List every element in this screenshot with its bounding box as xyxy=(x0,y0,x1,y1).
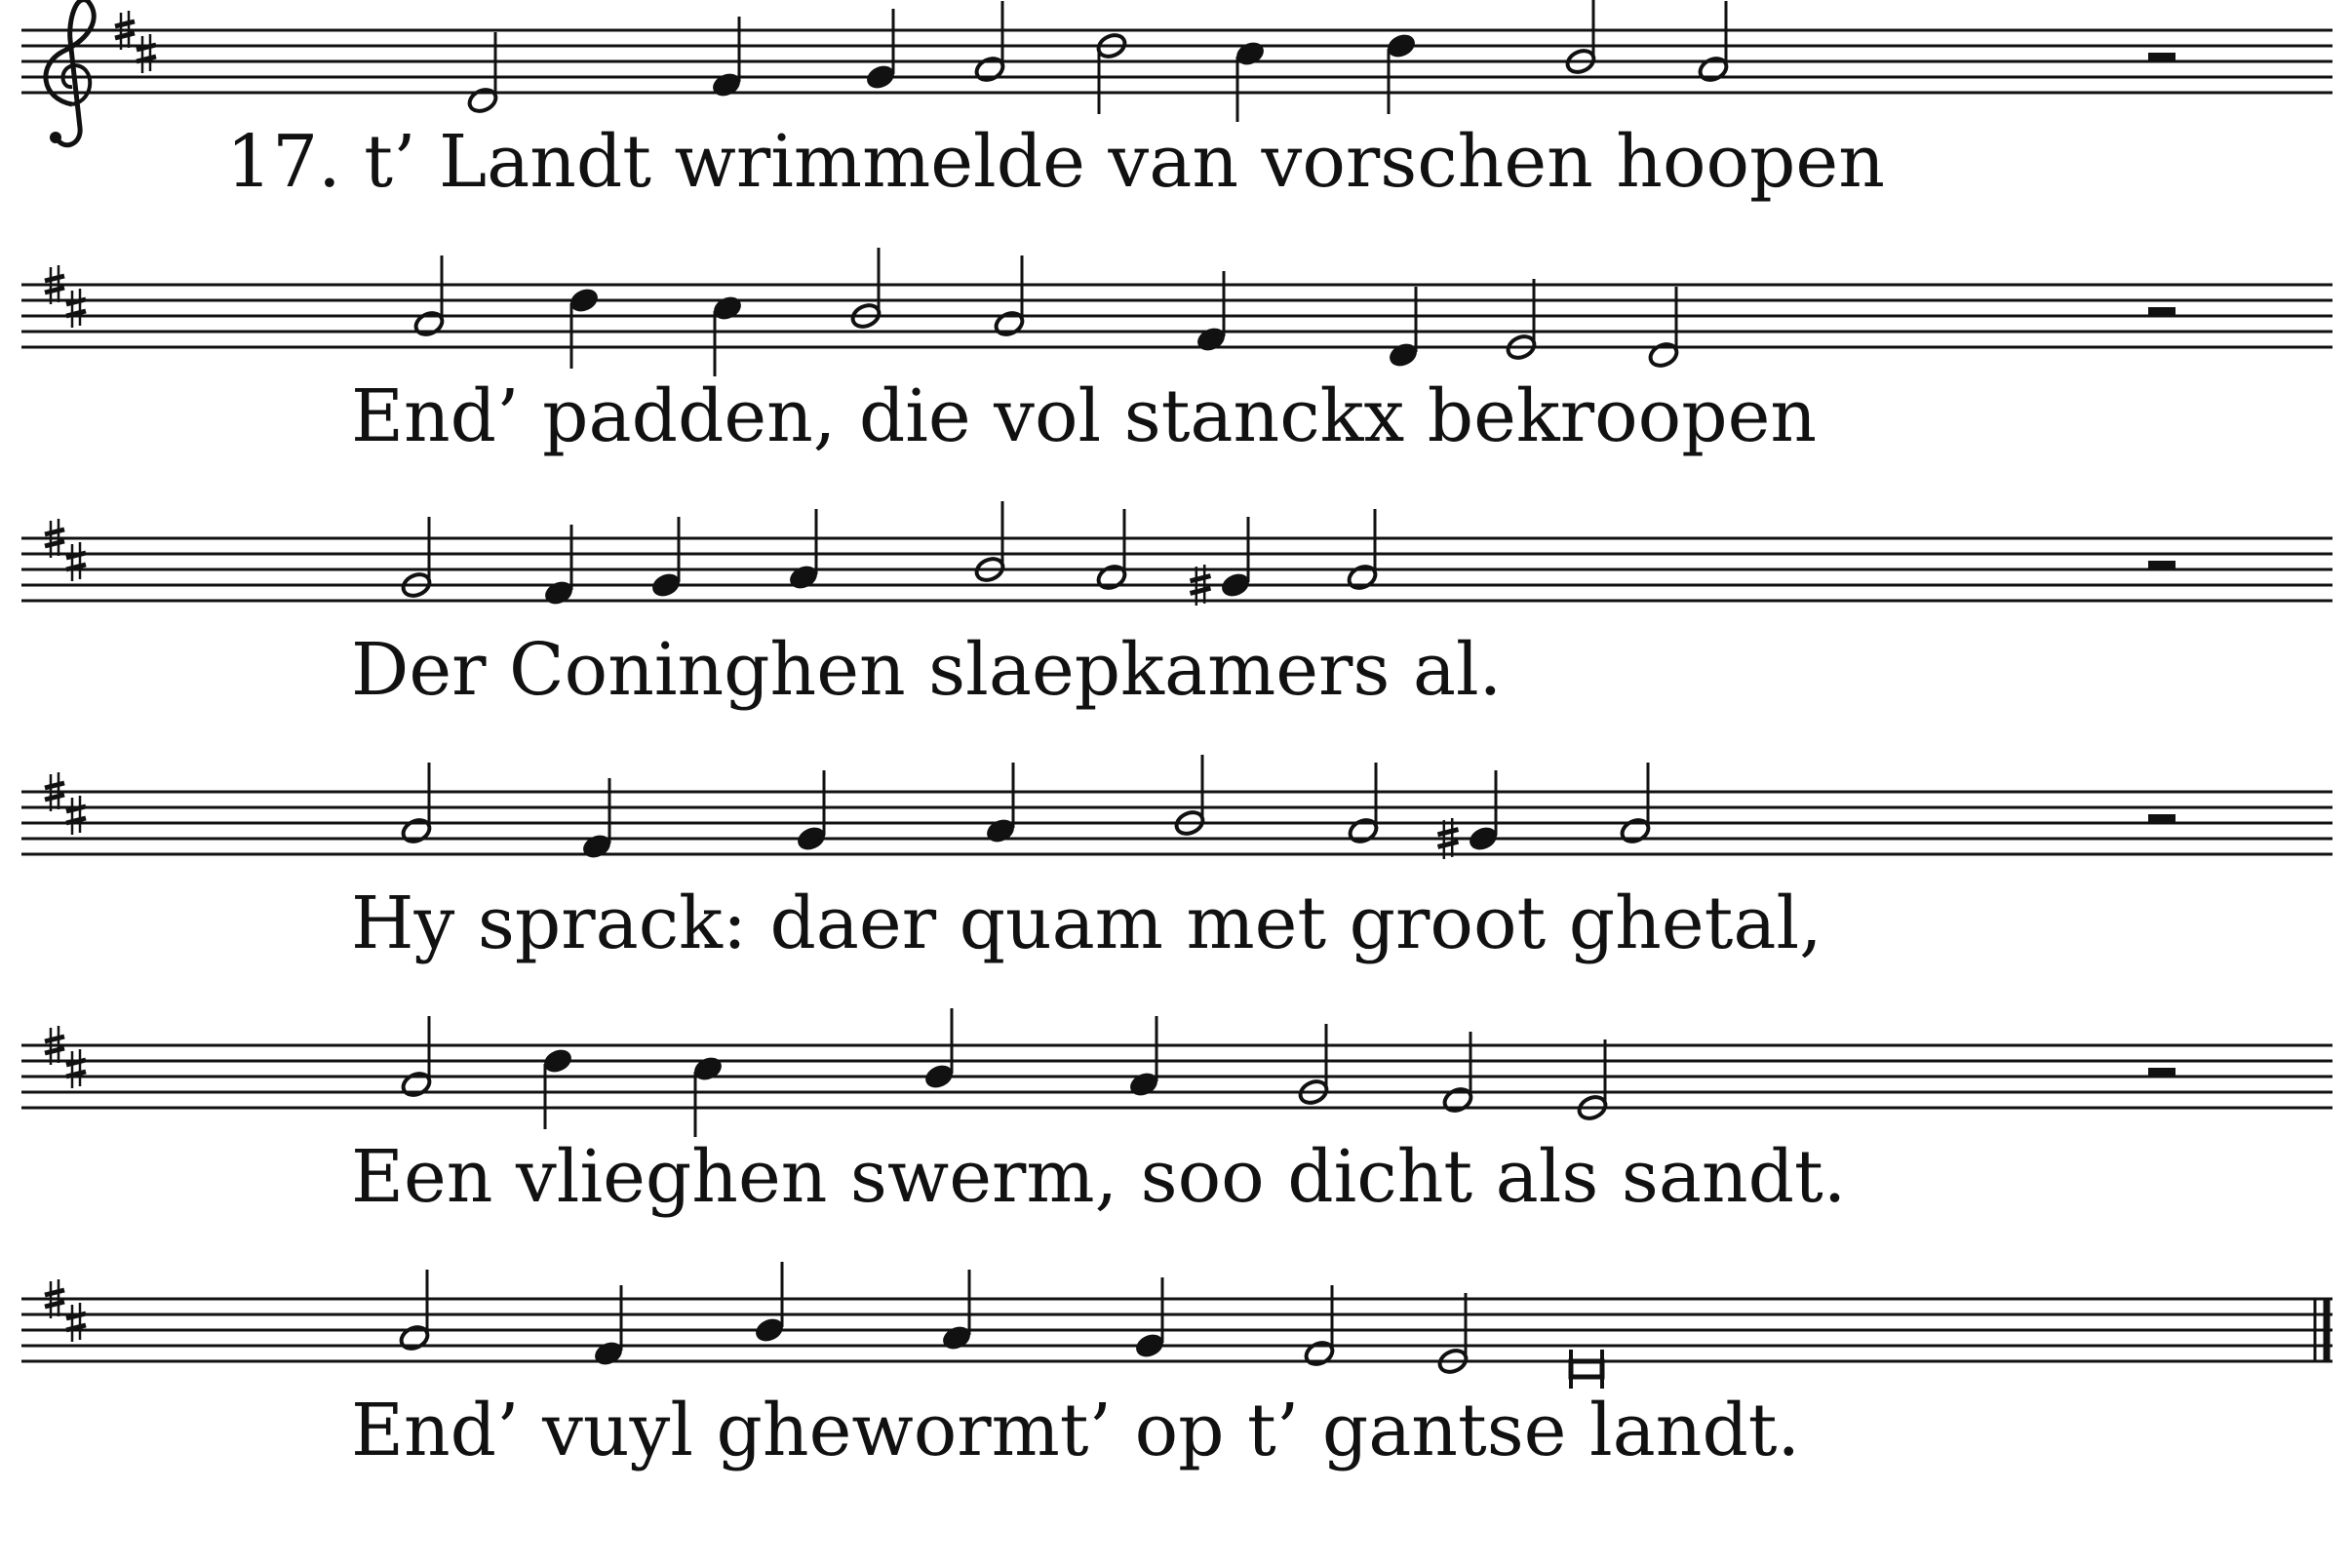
quarter-note xyxy=(711,294,744,376)
lyric-line: End’ vuyl ghewormt’ op t’ gantse landt. xyxy=(351,1389,1801,1472)
half-note xyxy=(1576,1039,1609,1122)
key-sharp-c-icon xyxy=(137,34,156,73)
half-note xyxy=(1697,1,1730,84)
key-sharp-c-icon xyxy=(66,542,86,581)
half-note xyxy=(412,255,446,338)
half-rest-icon xyxy=(2148,561,2176,569)
quarter-note xyxy=(922,1008,956,1091)
half-rest-icon xyxy=(2148,307,2176,316)
lyric-line: Der Coninghen slaepkamers al. xyxy=(351,628,1503,712)
half-note xyxy=(1564,0,1597,76)
half-note xyxy=(400,517,433,600)
quarter-note xyxy=(1385,31,1418,114)
breve-note xyxy=(1571,1350,1602,1389)
quarter-note xyxy=(568,286,601,369)
half-note xyxy=(400,763,433,845)
half-note xyxy=(993,255,1026,338)
half-note xyxy=(1619,763,1652,845)
treble-clef-dot xyxy=(50,132,61,143)
key-sharp-c-icon xyxy=(66,1049,86,1088)
lyric-line: Een vlieghen swerm, soo dicht als sandt. xyxy=(351,1135,1847,1219)
quarter-note xyxy=(1234,39,1267,122)
half-note xyxy=(1505,279,1538,362)
quarter-note xyxy=(984,763,1017,845)
half-rest-icon xyxy=(2148,814,2176,823)
half-note xyxy=(400,1016,433,1099)
quarter-note xyxy=(1219,517,1252,600)
half-rest-icon xyxy=(2148,1068,2176,1077)
half-note xyxy=(1436,1293,1470,1376)
staff-system xyxy=(21,501,2332,608)
lyric-line: 17. t’ Landt wrimmelde van vorschen hoopen xyxy=(226,120,1885,204)
staff-system xyxy=(21,248,2332,376)
quarter-note xyxy=(649,517,683,600)
quarter-note xyxy=(795,770,828,853)
half-note xyxy=(398,1270,431,1352)
half-note xyxy=(1346,509,1379,592)
quarter-note xyxy=(1127,1016,1160,1099)
quarter-note xyxy=(787,509,820,592)
half-note xyxy=(973,501,1006,584)
staff-system xyxy=(21,755,2332,861)
quarter-note xyxy=(541,1046,574,1129)
half-note xyxy=(973,1,1006,84)
key-sharp-c-icon xyxy=(66,289,86,328)
staff-system xyxy=(21,1262,2332,1389)
quarter-note xyxy=(940,1270,973,1352)
quarter-note xyxy=(691,1054,725,1137)
half-note xyxy=(1297,1024,1330,1107)
quarter-note xyxy=(1133,1277,1166,1360)
key-sharp-c-icon xyxy=(66,796,86,835)
quarter-note xyxy=(864,9,897,92)
half-note xyxy=(1095,31,1128,114)
key-sharp-c-icon xyxy=(66,1303,86,1342)
half-note xyxy=(1095,509,1128,592)
lyric-line: Hy sprack: daer quam met groot ghetal, xyxy=(351,882,1823,965)
quarter-note xyxy=(753,1262,786,1345)
half-note xyxy=(1173,755,1206,838)
lyric-line: End’ padden, die vol stanckx bekroopen xyxy=(351,374,1818,458)
half-note xyxy=(1347,763,1380,845)
half-rest-icon xyxy=(2148,53,2176,61)
staff-system xyxy=(21,1008,2332,1137)
quarter-note xyxy=(1467,770,1500,853)
half-note xyxy=(849,248,882,331)
